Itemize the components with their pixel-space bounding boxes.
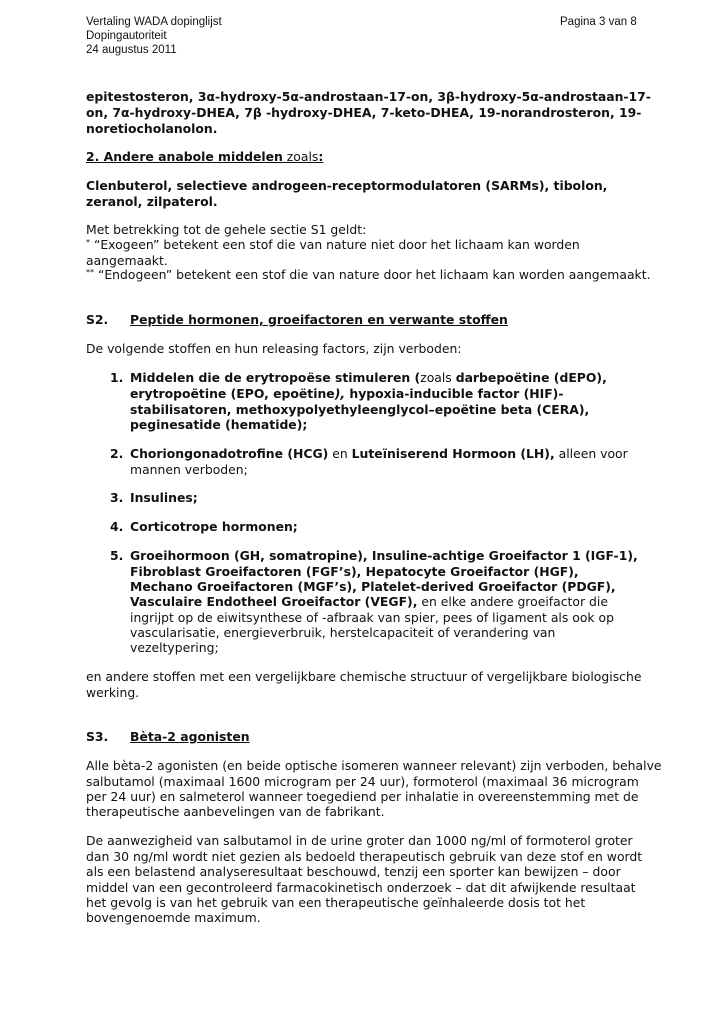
paragraph-line: dan 30 ng/ml wordt niet gezien als bedoeld therapeutisch gebruik van deze stof en wordt bbox=[86, 849, 643, 864]
header-page-number: Pagina 3 van 8 bbox=[560, 16, 637, 28]
section-code: S3. bbox=[86, 729, 109, 744]
paragraph-line: on, 7α-hydroxy-DHEA, 7β -hydroxy-DHEA, 7-keto-DHEA, 19-norandrosteron, 19- bbox=[86, 105, 642, 120]
list-number: 3. bbox=[110, 490, 124, 505]
list-number: 1. bbox=[110, 370, 124, 385]
paragraph-line: bovengenoemde maximum. bbox=[86, 910, 261, 925]
paragraph-line: Met betrekking tot de gehele sectie S1 geldt: bbox=[86, 222, 367, 237]
list-item-line: Vasculaire Endotheel Groeifactor (VEGF), en elke andere groeifactor die bbox=[130, 594, 608, 609]
list-item-line: ingrijpt op de eiwitsynthese of -afbraak van spier, pees of ligament als ook op bbox=[130, 610, 614, 625]
subheading-normal: zoals bbox=[282, 149, 319, 164]
list-number: 4. bbox=[110, 519, 124, 534]
list-number: 5. bbox=[110, 548, 124, 563]
list-item-line: stabilisatoren, methoxypolyethyleenglycol–epoëtine beta (CERA), bbox=[130, 402, 590, 417]
list-item-line: Insulines; bbox=[130, 490, 198, 505]
footnote-exogeen: * “Exogeen” betekent een stof die van nature niet door het lichaam kan worden bbox=[86, 237, 580, 252]
paragraph-line: epitestosteron, 3α-hydroxy-5α-androstaan-17-on, 3β-hydroxy-5α-androstaan-17- bbox=[86, 89, 651, 104]
subheading-colon: : bbox=[318, 149, 324, 164]
list-item-line: Mechano Groeifactoren (MGF’s), Platelet-derived Groeifactor (PDGF), bbox=[130, 579, 616, 594]
paragraph-line: als een belastend analyseresultaat beschouwd, tenzij een sporter kan bewijzen – door bbox=[86, 864, 621, 879]
footnote-marker: * bbox=[86, 238, 90, 247]
list-item-line: Choriongonadotrofine (HCG) en Luteïniserend Hormoon (LH), alleen voor bbox=[130, 446, 628, 461]
list-item-line: vezeltypering; bbox=[130, 640, 219, 655]
paragraph-line: Clenbuterol, selectieve androgeen-receptormodulatoren (SARMs), tibolon, bbox=[86, 178, 608, 193]
header-doc-title: Vertaling WADA dopinglijst bbox=[86, 16, 222, 28]
paragraph-line: en andere stoffen met een vergelijkbare chemische structuur of vergelijkbare biologische bbox=[86, 669, 642, 684]
list-item-line: erytropoëtine (EPO, epoëtine), hypoxia-inducible factor (HIF)- bbox=[130, 386, 564, 401]
paragraph-line: aangemaakt. bbox=[86, 253, 168, 268]
list-item-line: Groeihormoon (GH, somatropine), Insuline-achtige Groeifactor 1 (IGF-1), bbox=[130, 548, 638, 563]
header-organization: Dopingautoriteit bbox=[86, 30, 167, 42]
section-title-s2: Peptide hormonen, groeifactoren en verwante stoffen bbox=[130, 312, 508, 327]
section-heading-s3 bbox=[86, 729, 108, 745]
list-item-line: vascularisatie, energieverbruik, herstelcapaciteit of verandering van bbox=[130, 625, 556, 640]
paragraph-line: therapeutische aanbevelingen van de fabrikant. bbox=[86, 804, 385, 819]
list-item-line: peginesatide (hematide); bbox=[130, 417, 308, 432]
paragraph-line: werking. bbox=[86, 685, 140, 700]
paragraph-line: het gevolg is van het gebruik van een therapeutische geïnhaleerde dosis tot het bbox=[86, 895, 586, 910]
section-heading-s2 bbox=[86, 312, 108, 328]
footnote-endogeen: ** “Endogeen” betekent een stof die van nature door het lichaam kan worden aangemaakt. bbox=[86, 267, 651, 282]
list-item-line: Fibroblast Groeifactoren (FGF’s), Hepatocyte Groeifactor (HGF), bbox=[130, 564, 579, 579]
footnote-marker: ** bbox=[86, 268, 94, 277]
section-title-s3: Bèta-2 agonisten bbox=[130, 729, 250, 744]
list-item-line: Corticotrope hormonen; bbox=[130, 519, 298, 534]
paragraph-line: salbutamol (maximaal 1600 microgram per 24 uur), formoterol (maximaal 36 microgram bbox=[86, 774, 639, 789]
paragraph-line: middel van een gecontroleerd farmacokinetisch onderzoek – dat dit afwijkende resultaat bbox=[86, 880, 636, 895]
list-item-line: Middelen die de erytropoëse stimuleren (zoals darbepoëtine (dEPO), bbox=[130, 370, 607, 385]
paragraph-line: De aanwezigheid van salbutamol in de urine groter dan 1000 ng/ml of formoterol groter bbox=[86, 833, 633, 848]
paragraph-line: per 24 uur) en salmeterol wanneer toegediend per inhalatie in overeenstemming met de bbox=[86, 789, 639, 804]
paragraph-line: De volgende stoffen en hun releasing factors, zijn verboden: bbox=[86, 341, 462, 356]
paragraph-line: noretiocholanolon. bbox=[86, 121, 218, 136]
section-code: S2. bbox=[86, 312, 109, 327]
paragraph-line: Alle bèta-2 agonisten (en beide optische isomeren wanneer relevant) zijn verboden, behalve bbox=[86, 758, 662, 773]
header-date: 24 augustus 2011 bbox=[86, 44, 177, 56]
list-item-line: mannen verboden; bbox=[130, 462, 248, 477]
paragraph-line: zeranol, zilpaterol. bbox=[86, 194, 218, 209]
subheading-other-anabolic bbox=[86, 149, 323, 165]
subheading-bold: 2. Andere anabole middelen bbox=[86, 149, 283, 164]
list-number: 2. bbox=[110, 446, 124, 461]
